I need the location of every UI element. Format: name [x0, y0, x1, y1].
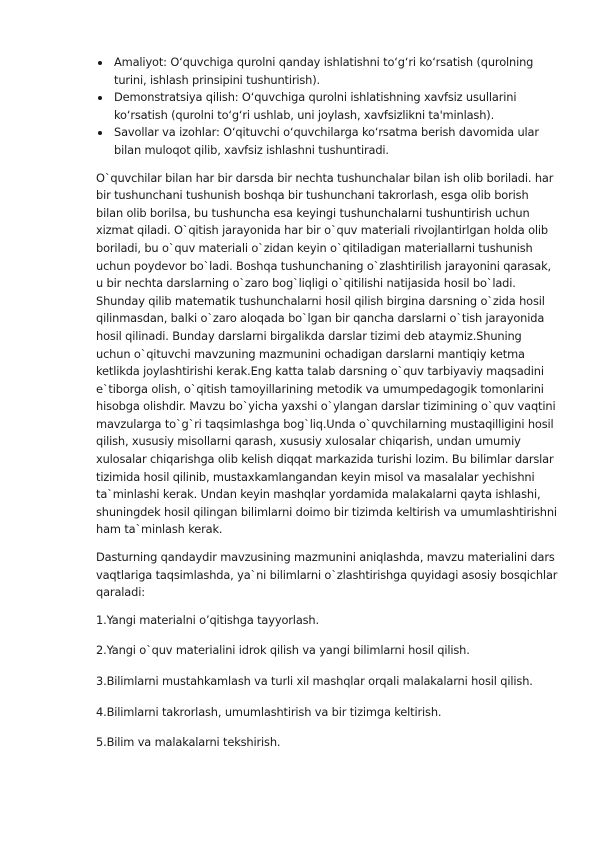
bullet-text: Savollar va izohlar: O‘qituvchi o‘quvchilarga ko‘rsatma berish davomida ular bilan muloqot qilib, xavfsiz ishlashni tushuntiradi.	[114, 125, 539, 157]
bullet-icon	[98, 131, 102, 135]
list-item	[96, 89, 558, 124]
bullet-icon	[98, 96, 102, 100]
bullet-list	[96, 54, 558, 160]
step-item: 1.Yangi materialni o’qitishga tayyorlash.	[96, 612, 319, 627]
list-item	[96, 124, 558, 159]
list-item	[96, 54, 558, 89]
step-item: 2.Yangi o`quv materialini idrok qilish va yangi bilimlarni hosil qilish.	[96, 643, 470, 658]
step-item: 4.Bilimlarni takrorlash, umumlashtirish va bir tizimga keltirish.	[96, 704, 442, 719]
step-item: 5.Bilim va malakalarni tekshirish.	[96, 735, 281, 750]
bullet-text: Demonstratsiya qilish: O‘quvchiga qurolni ishlatishning xavfsiz usullarini ko‘rsatish (qurolni to‘g‘ri ushlab, uni joylash, xavfsizlikni ta'minlash).	[114, 90, 517, 122]
document-page	[96, 54, 558, 765]
bullet-text: Amaliyot: O‘quvchiga qurolni qanday ishlatishni to‘g‘ri ko‘rsatish (qurolning turini, ishlash prinsipini tushuntirish).	[114, 55, 534, 87]
body-paragraph: Dasturning qandaydir mavzusining mazmunini aniqlashda, mavzu materialini dars vaqtlariga taqsimlashda, ya`ni bilimlarni o`zlashtirishga quyidagi asosiy bosqichlar qaraladi:	[96, 550, 558, 600]
bullet-icon	[98, 61, 102, 65]
step-item: 3.Bilimlarni mustahkamlash va turli xil mashqlar orqali malakalarni hosil qilish.	[96, 674, 533, 688]
body-paragraph: O`quvchilar bilan har bir darsda bir nechta tushunchalar bilan ish olib boriladi. har bir tushunchani tushunish boshqa bir tushunchani takrorlash, esga olib borish bilan olib borilsa, bu tushuncha esa keyingi tushunchalarni tushuntirish uchun xizmat qiladi. O`qitish jarayonida har bir o`quv materiali rivojlantirlgan holda olib boriladi, bu o`quv materiali o`zidan keyin o`qitiladigan materiallarni tushunish uchun poydevor bo`ladi. Boshqa tushunchaning o`zlashtirilish jarayonini qarasak, u bir nechta darslarning o`zaro bog`liqligi o`qitilishi natijasida hosil bo`ladi. Shunday qilib matematik tushunchalarni hosil qilish birgina darsning o`zida hosil qilinmasdan, balki o`zaro aloqada bo`lgan bir qancha darslarni o`tish jarayonida hosil qilinadi. Bunday darslarni birgalikda darslar tizimi deb ataymiz.Shuning uchun o`qituvchi mavzuning mazmunini ochadigan darslarni mantiqiy ketma ketlikda joylashtirishi kerak.Eng katta talab darsning o`quv tarbiyaviy maqsadini e`tiborga olish, o`qitish tamoyillarining metodik va umumpedagogik tomonlarini hisobga olishdir. Mavzu bo`yicha yaxshi o`ylangan darslar tizimining o`quv vaqtini mavzularga to`g`ri taqsimlashga bog`liq.Unda o`quvchilarning mustaqilligini hosil qilish, xususiy misollarni qarash, xususiy xulosalar chiqarish, undan umumiy xulosalar chiqarishga olib kelish diqqat markazida turishi lozim. Bu bilimlar darslar tizimida hosil qilinib, mustaxkamlangandan keyin misol va masalalar yechishni ta`minlashi kerak. Undan keyin mashqlar yordamida malakalarni qayta ishlashi, shuningdek hosil qilingan bilimlarni doimo bir tizimda keltirish va umumlashtirishni ham ta`minlash kerak.	[96, 170, 557, 537]
